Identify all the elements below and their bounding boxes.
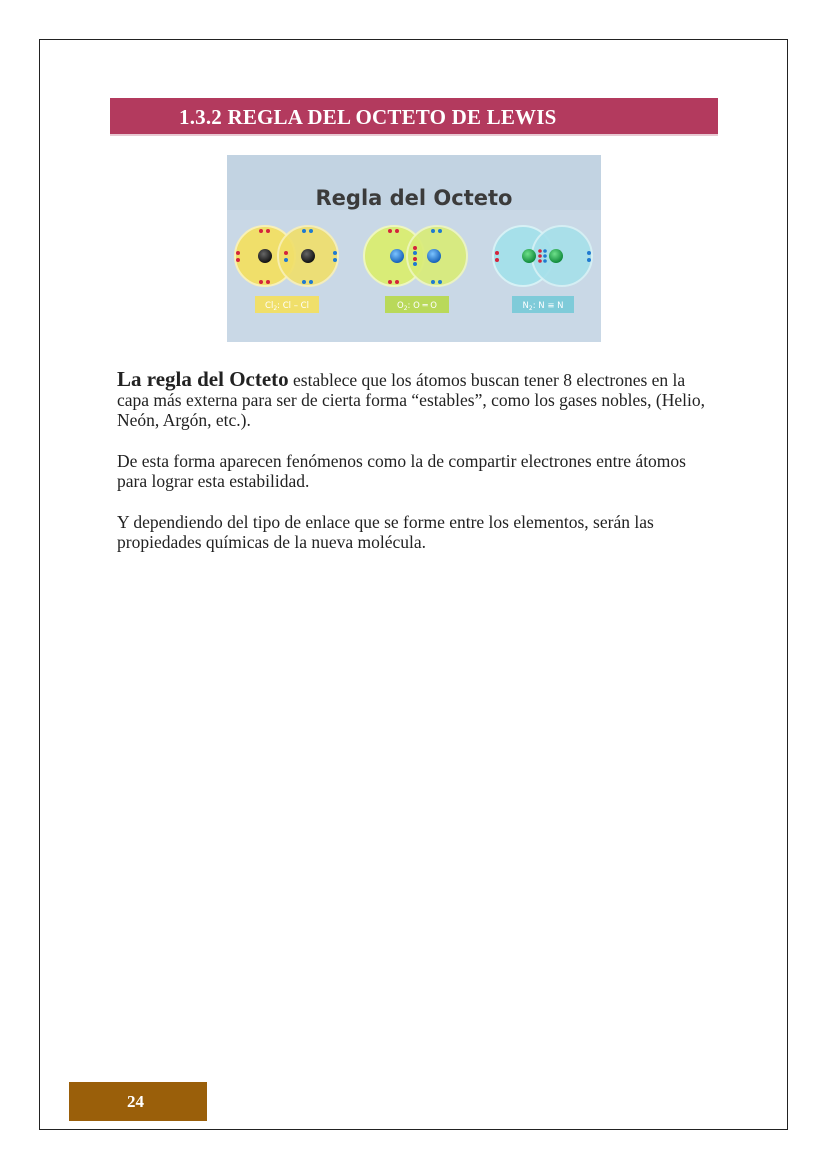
illustration-title: Regla del Octeto: [315, 186, 513, 210]
paragraph-1-text: establece que los átomos buscan tener 8 electrones en la capa más externa para ser de cierta forma “estables”, como los gases nobles, (Helio, Neón, Argón, etc.).: [117, 370, 705, 430]
cl2-formula: $Cl_2$: Cl – Cl: [265, 301, 309, 312]
page-number: 24: [127, 1092, 144, 1111]
octet-rule-illustration: [227, 155, 601, 342]
octet-diagram: [227, 155, 601, 342]
body-text: [117, 369, 717, 573]
cl-atom-right: [301, 249, 315, 263]
section-title: 1.3.2 REGLA DEL OCTETO DE LEWIS: [179, 105, 557, 129]
paragraph-2: De esta forma aparecen fenómenos como la de compartir electrones entre átomos para lograr esta estabilidad.: [117, 451, 686, 491]
n-atom-right: [549, 249, 563, 263]
n-atom-left: [522, 249, 536, 263]
lead-term: La regla del Octeto: [117, 367, 289, 391]
section-header: [110, 98, 718, 136]
paragraph-3: Y dependiendo del tipo de enlace que se forme entre los elementos, serán las propiedades químicas de la nueva molécula.: [117, 512, 654, 552]
page-number-badge: [69, 1082, 207, 1121]
o2-formula: $O_2$: O ═ O: [397, 301, 437, 312]
o-atom-left: [390, 249, 404, 263]
n2-formula: $N_2$: N ≡ N: [522, 301, 564, 312]
o-atom-right: [427, 249, 441, 263]
cl-atom-left: [258, 249, 272, 263]
paragraph-1: [117, 369, 717, 430]
